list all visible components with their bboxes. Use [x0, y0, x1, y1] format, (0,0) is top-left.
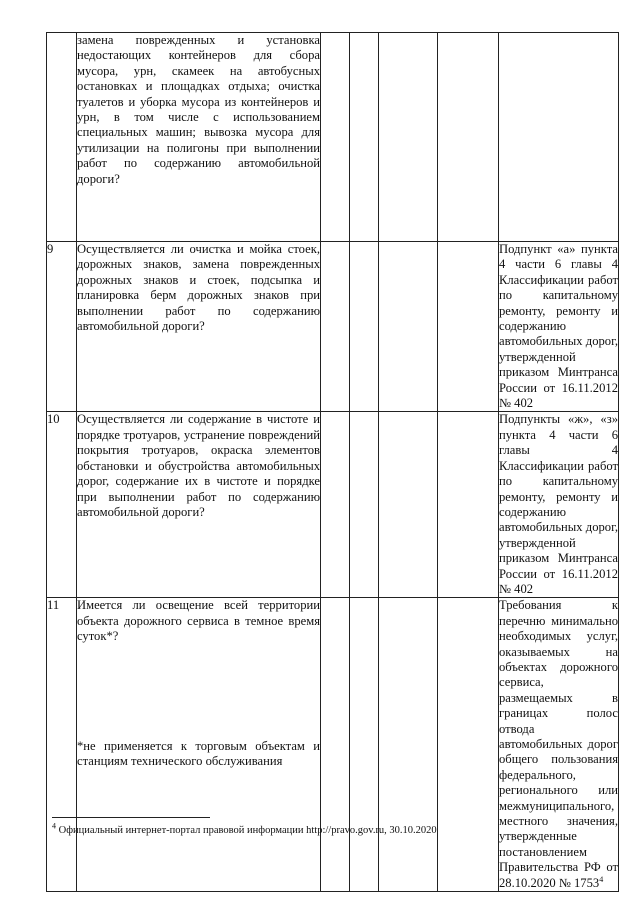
- note-cell[interactable]: [438, 598, 499, 892]
- question-text: Осуществляется ли содержание в чистоте и порядке тротуаров, устранение повреждений покрытия тротуаров, окраска элементов обстановки и обустройства автомобильных дорог, содержание их в чистоте и порядке при выполнении работ по содержанию автомобильной дороги?: [77, 412, 320, 519]
- footnote-ref-mark: 4: [599, 874, 604, 884]
- answer-na-cell[interactable]: [379, 242, 438, 412]
- answer-yes-cell[interactable]: [321, 33, 350, 242]
- answer-na-cell[interactable]: [379, 598, 438, 892]
- footnote-divider: [52, 817, 210, 818]
- table-row: [47, 412, 619, 598]
- note-cell[interactable]: [438, 242, 499, 412]
- row-number: 9: [47, 242, 77, 412]
- row-number: 10: [47, 412, 77, 598]
- answer-yes-cell[interactable]: [321, 412, 350, 598]
- note-cell[interactable]: [438, 33, 499, 242]
- answer-na-cell[interactable]: [379, 33, 438, 242]
- reference-cell: Подпункты «ж», «з» пункта 4 части 6 главы 4 Классификации работ по капитальному ремонту, ремонту и содержанию автомобильных дорог, утвержденной приказом Минтранса России от 16.11.2012 № 402: [499, 412, 618, 596]
- reference-cell: Подпункт «а» пункта 4 части 6 главы 4 Классификации работ по капитальному ремонту, ремонту и содержанию автомобильных дорог, утвержденной приказом Минтранса России от 16.11.2012 № 402: [499, 242, 618, 411]
- question-cell: [77, 598, 321, 892]
- answer-no-cell[interactable]: [350, 412, 379, 598]
- question-cell: [77, 242, 321, 412]
- answer-no-cell[interactable]: [350, 242, 379, 412]
- note-cell[interactable]: [438, 412, 499, 598]
- question-note: *не применяется к торговым объектам и станциям технического обслуживания: [77, 738, 320, 768]
- reference-cell: [499, 33, 619, 242]
- reference-cell: [499, 598, 619, 892]
- table-row: [47, 33, 619, 242]
- footnote-mark: 4: [52, 821, 56, 831]
- answer-yes-cell[interactable]: [321, 598, 350, 892]
- footnote-text: Официальный интернет-портал правовой информации http://pravo.gov.ru, 30.10.2020: [56, 825, 437, 836]
- answer-no-cell[interactable]: [350, 33, 379, 242]
- table-row: [47, 242, 619, 412]
- footnote: [52, 821, 612, 837]
- question-text: Осуществляется ли очистка и мойка стоек, дорожных знаков, замена поврежденных дорожных знаков и стоек, подсыпка и планировка берм дорожных знаков при выполнении работ по содержанию автомобильной дороги?: [77, 242, 320, 334]
- answer-yes-cell[interactable]: [321, 242, 350, 412]
- question-cell: [77, 33, 321, 242]
- answer-na-cell[interactable]: [379, 412, 438, 598]
- question-text: замена поврежденных и установка недостающих контейнеров для сбора мусора, урн, скамеек на автобусных остановках и площадках отдыха; очистка туалетов и уборка мусора из контейнеров и урн, в том числе с использованием специальных машин; вывозка мусора для утилизации на полигоны при выполнении работ по содержанию автомобильной дороги?: [77, 33, 320, 186]
- reference-text: Требования к перечню минимально необходимых услуг, оказываемых на объектах дорожного сервиса, размещаемых в границах полос отвода автомобильных дорог общего пользования федерального, регионального или межмуниципального, местного значения, утвержденные постановлением Правительства РФ от 28.10.2020 № 1753: [499, 598, 618, 890]
- table-row: [47, 598, 619, 892]
- checklist-table: [46, 32, 619, 892]
- question-text: Имеется ли освещение всей территории объекта дорожного сервиса в темное время суток*?: [77, 598, 320, 644]
- question-cell: [77, 412, 321, 598]
- answer-no-cell[interactable]: [350, 598, 379, 892]
- row-number: [47, 33, 77, 242]
- row-number: 11: [47, 598, 77, 892]
